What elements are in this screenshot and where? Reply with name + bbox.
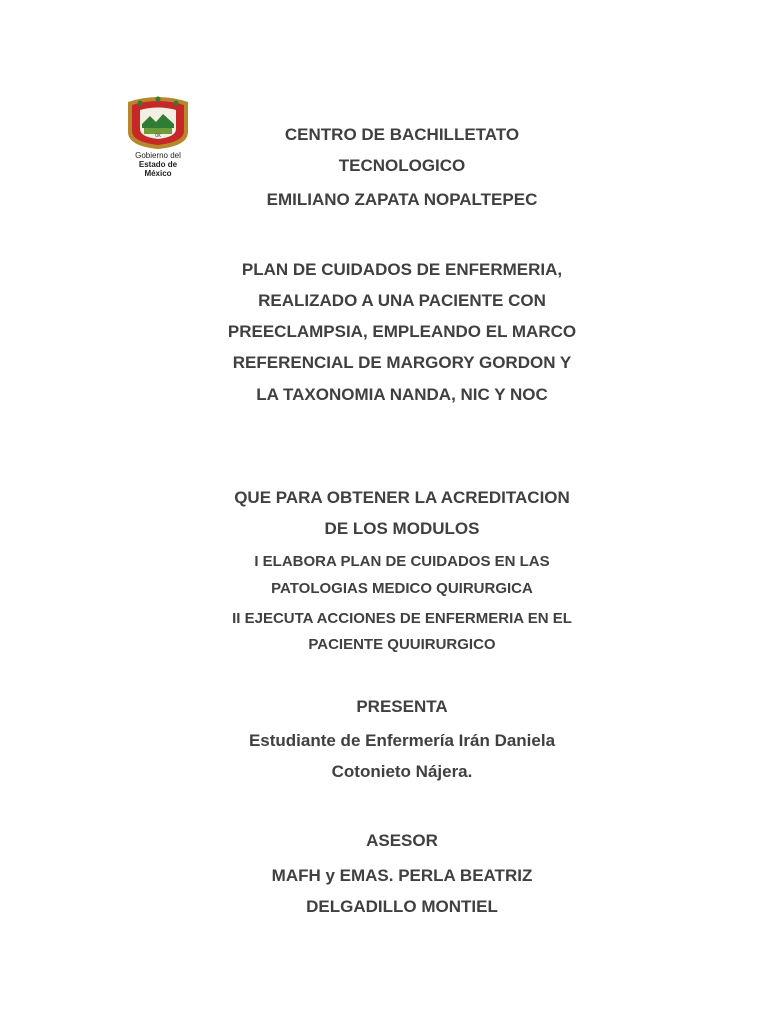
title-line3: PREECLAMPSIA, EMPLEANDO EL MARCO xyxy=(227,322,577,341)
module1-line1: I ELABORA PLAN DE CUIDADOS EN LAS xyxy=(254,553,550,570)
presenter-line2: Cotonieto Nájera. xyxy=(331,762,473,781)
advisor-line1: MAFH y EMAS. PERLA BEATRIZ xyxy=(271,866,533,885)
module1-line2: PATOLOGIAS MEDICO QUIRURGICA xyxy=(271,580,533,597)
logo-text-line1: Gobierno del xyxy=(135,151,181,160)
title-line2: REALIZADO A UNA PACIENTE CON xyxy=(258,291,546,310)
advisor-heading: ASESOR xyxy=(366,831,438,850)
presenter-line1: Estudiante de Enfermería Irán Daniela xyxy=(248,731,556,750)
title-line1: PLAN DE CUIDADOS DE ENFERMERIA, xyxy=(241,260,563,279)
institution-line1: CENTRO DE BACHILLETATO xyxy=(284,125,520,144)
purpose-line1: QUE PARA OBTENER LA ACREDITACION xyxy=(234,488,570,507)
module2-line2: PACIENTE QUUIRURGICO xyxy=(308,636,496,653)
institution-line2: TECNOLOGICO xyxy=(338,156,466,175)
logo-text-line2: Estado de xyxy=(138,160,178,169)
title-line4: REFERENCIAL DE MARGORY GORDON Y xyxy=(232,353,572,372)
logo-text-line3: México xyxy=(144,169,172,178)
svg-text:OK: OK xyxy=(155,133,161,138)
title-line5: LA TAXONOMIA NANDA, NIC Y NOC xyxy=(256,385,548,404)
institution-line3: EMILIANO ZAPATA NOPALTEPEC xyxy=(266,190,538,209)
purpose-line2: DE LOS MODULOS xyxy=(324,519,480,538)
presenter-heading: PRESENTA xyxy=(356,697,448,716)
module2-line1: II EJECUTA ACCIONES DE ENFERMERIA EN EL xyxy=(232,610,572,627)
advisor-line2: DELGADILLO MONTIEL xyxy=(306,897,498,916)
